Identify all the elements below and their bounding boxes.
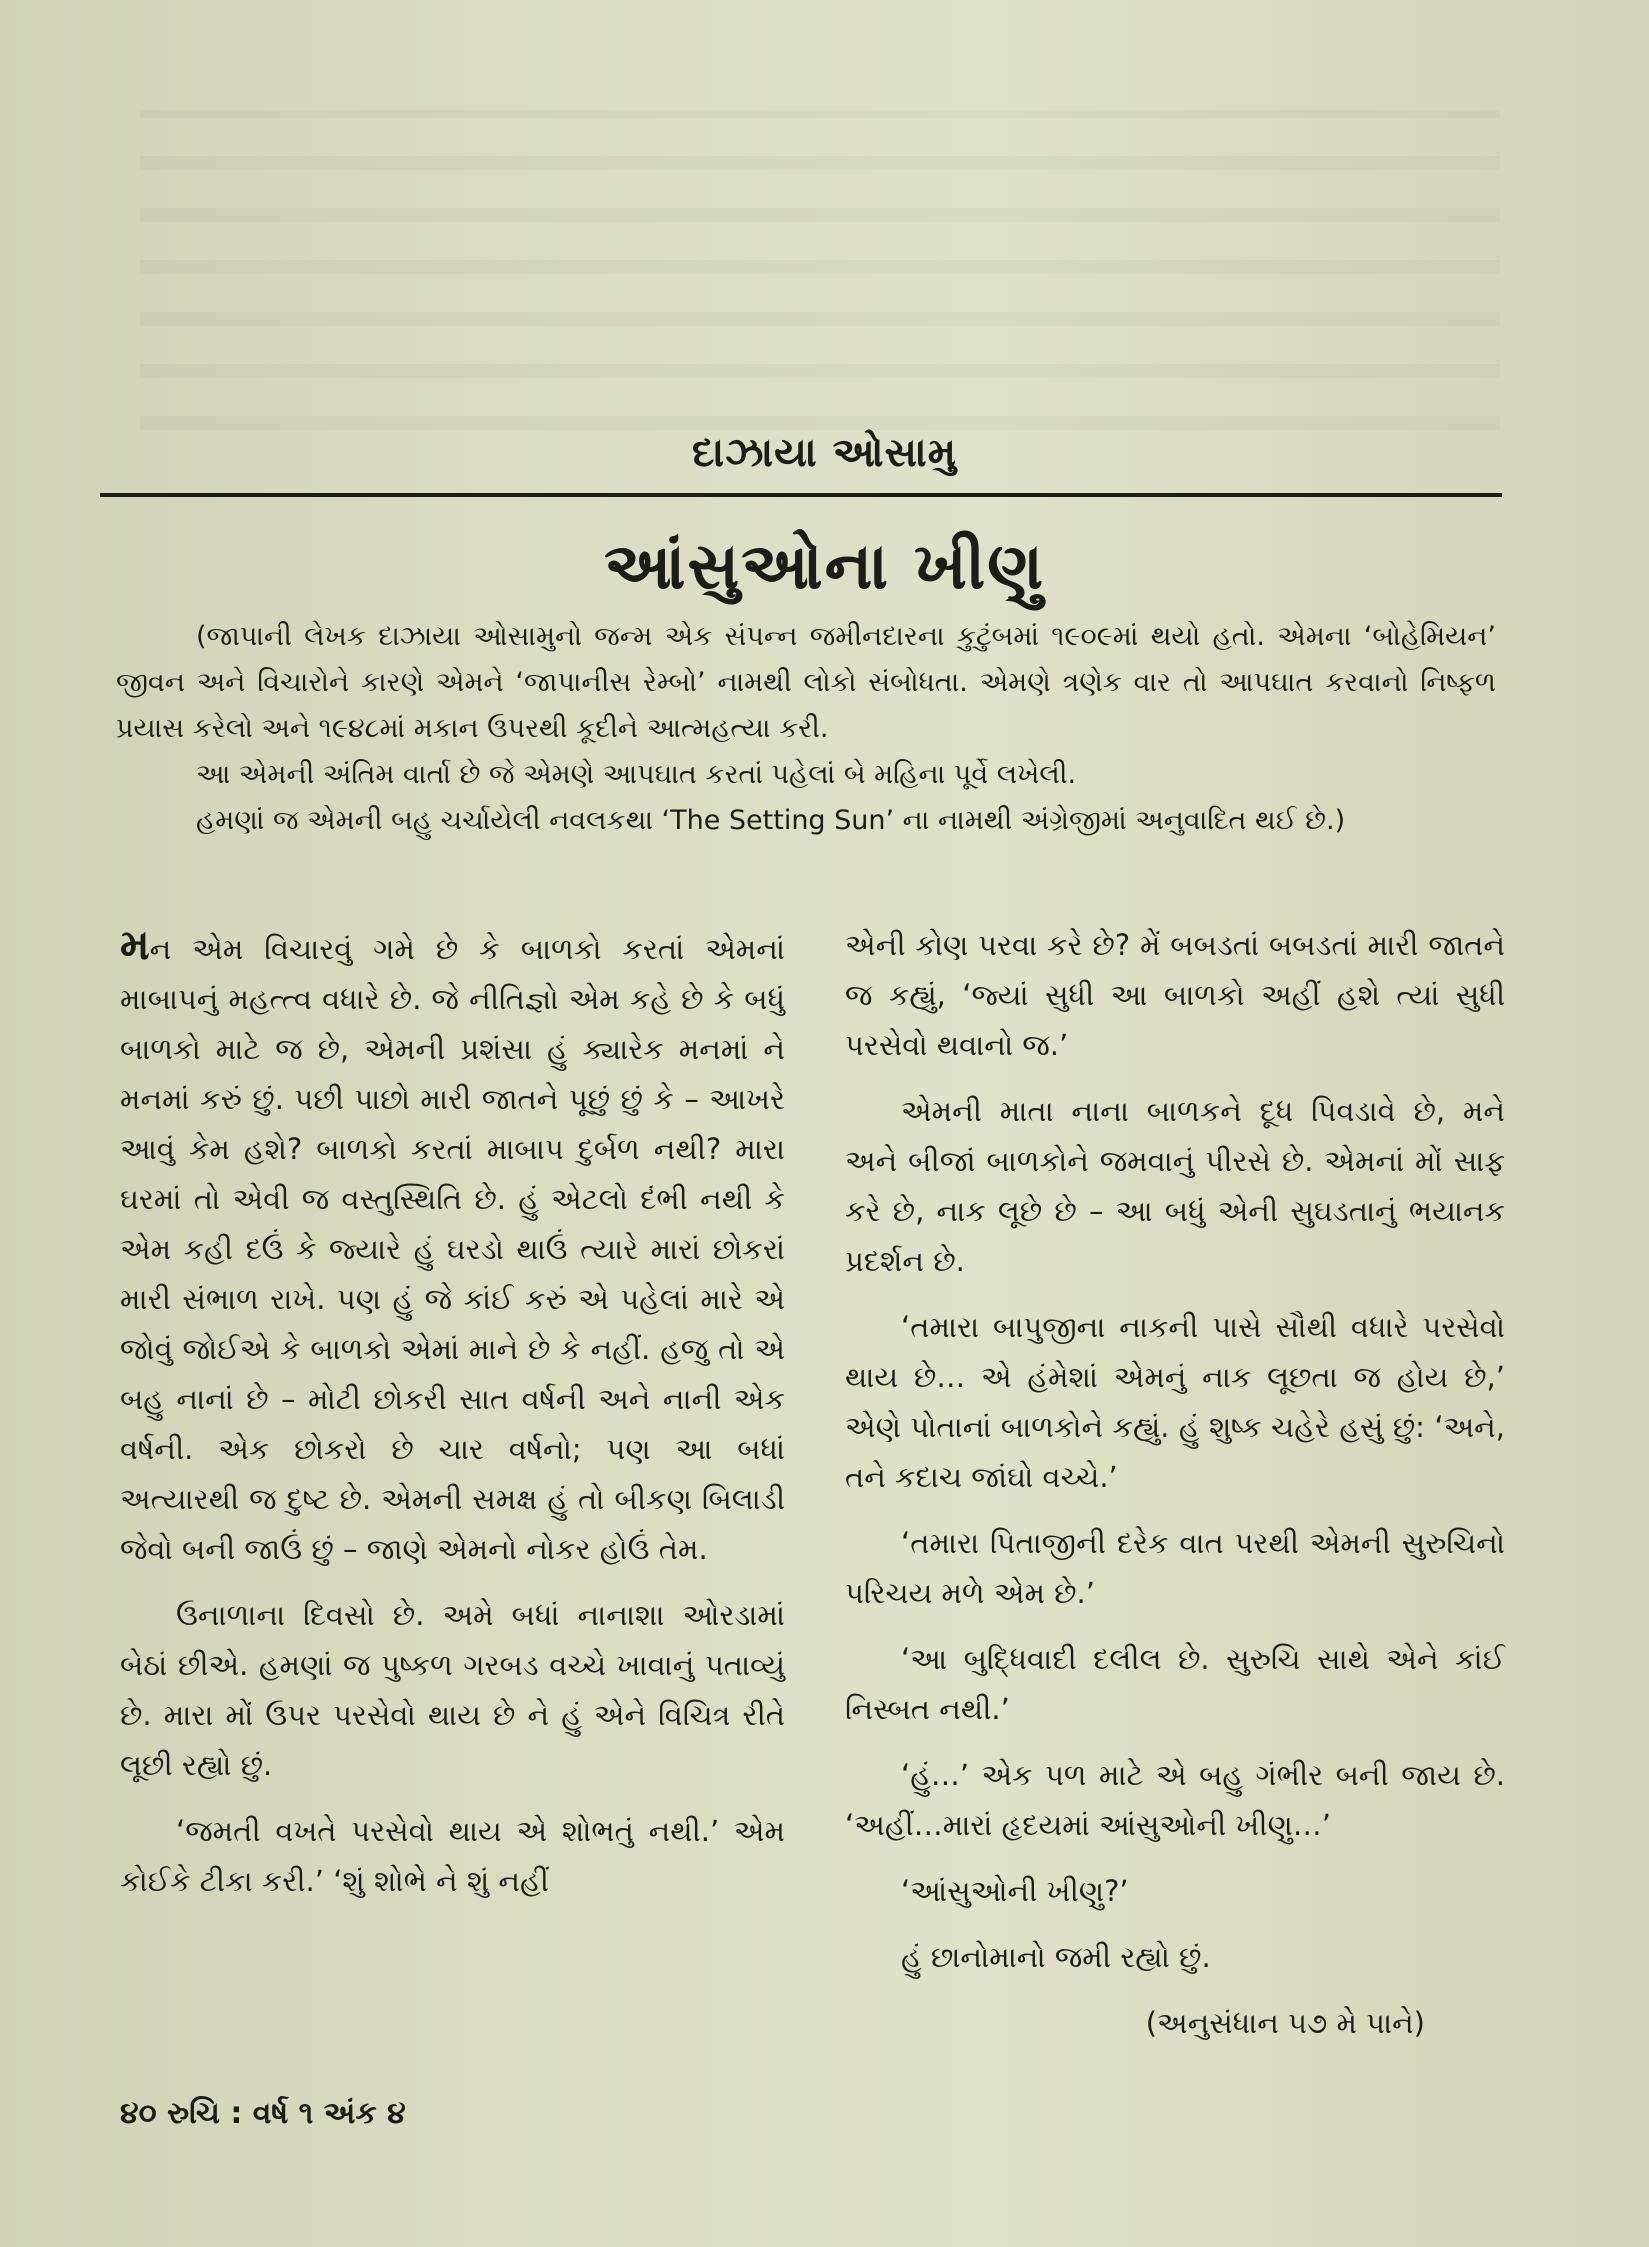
body-paragraph: ‘તમારા બાપુજીના નાકની પાસે સૌથી વધારે પરસેવો થાય છે… એ હંમેશાં એમનું નાક લૂછતા જ હોય છે,’ એણે પોતાનાં બાળકોને કહ્યું. હું શુષ્ક ચહેરે હસું છું: ‘અને, તને કદાચ જાંઘો વચ્ચે.’	[845, 1310, 1505, 1494]
intro-paragraph: (જાપાની લેખક દાઝાયા ઓસામુનો જન્મ એક સંપન્ન જમીનદારના કુટુંબમાં ૧૯૦૯માં થયો હતો. એમના ‘બોહેમિયન’ જીવન અને વિચારોને કારણે એમને ‘જાપાનીસ રેમ્બો’ નામથી લોકો સંબોધતા. એમણે ત્રણેક વાર તો આપઘાત કરવાનો નિષ્ફળ પ્રયાસ કરેલો અને ૧૯૪૮માં મકાન ઉપરથી કૂદીને આત્મહત્યા કરી.	[116, 621, 1496, 744]
continued-note: (અનુસંધાન ૫૭ મે પાને)	[1145, 2006, 1425, 2040]
paragraph-text: ન એમ વિચારવું ગમે છે કે બાળકો કરતાં એમનાં માબાપનું મહત્ત્વ વધારે છે. જે નીતિજ્ઞો એમ કહે છે કે બધું બાળકો માટે જ છે, એમની પ્રશંસા હું ક્યારેક મનમાં ને મનમાં કરું છું. પછી પાછો મારી જાતને પૂછું છું કે – આખરે આવું કેમ હશે? બાળકો કરતાં માબાપ દુર્બળ નથી? મારા ઘરમાં તો એવી જ વસ્તુસ્થિતિ છે. હું એટલો દંભી નથી કે એમ કહી દઉં કે જ્યારે હું ઘરડો થાઉં ત્યારે મારાં છોકરાં મારી સંભાળ રાખે. પણ હું જે કાંઈ કરું એ પહેલાં મારે એ જોવું જોઈએ કે બાળકો એમાં માને છે કે નહીં. હજુ તો એ બહુ નાનાં છે – મોટી છોકરી સાત વર્ષની અને નાની એક વર્ષની. એક છોકરો છે ચાર વર્ષનો; પણ આ બધાં અત્યારથી જ દુષ્ટ છે. એમની સમક્ષ હું તો બીકણ બિલાડી જેવો બની જાઉં છું – જાણે એમનો નોકર હોઉં તેમ.	[120, 932, 785, 1566]
right-column	[845, 920, 1505, 2064]
left-column	[120, 920, 785, 1922]
body-paragraph: હું છાનોમાનો જમી રહ્યો છું.	[901, 1940, 1211, 1974]
body-paragraph: ‘જમતી વખતે પરસેવો થાય એ શોભતું નથી.’ એમ કોઈકે ટીકા કરી.’ ‘શું શોભે ને શું નહીં	[120, 1814, 785, 1898]
header-rule	[100, 493, 1502, 497]
body-paragraph: ‘તમારા પિતાજીની દરેક વાત પરથી એમની સુરુચિનો પરિચય મળે એમ છે.’	[845, 1526, 1505, 1610]
intro-paragraph: હમણાં જ એમની બહુ ચર્ચાયેલી નવલકથા ‘The Setting Sun’ ના નામથી અંગ્રેજીમાં અનુવાદિત થઈ છે.)	[196, 805, 1346, 836]
intro-paragraph: આ એમની અંતિમ વાર્તા છે જે એમણે આપઘાત કરતાં પહેલાં બે મહિના પૂર્વે લખેલી.	[196, 759, 1077, 790]
body-paragraph: ઉનાળાના દિવસો છે. અમે બધાં નાનાશા ઓરડામાં બેઠાં છીએ. હમણાં જ પુષ્કળ ગરબડ વચ્ચે ખાવાનું પતાવ્યું છે. મારા મોં ઉપર પરસેવો થાય છે ને હું એને વિચિત્ર રીતે લૂછી રહ્યો છું.	[120, 1598, 785, 1782]
story-title: આંસુઓના ખીણુ	[603, 530, 1046, 604]
body-paragraph: એમની માતા નાના બાળકને દૂધ પિવડાવે છે, મને અને બીજાં બાળકોને જમવાનું પીરસે છે. એમનાં મોં સાફ કરે છે, નાક લૂછે છે – આ બધું એની સુઘડતાનું ભયાનક પ્રદર્શન છે.	[845, 1094, 1505, 1278]
body-paragraph: ‘આ બુદ્ધિવાદી દલીલ છે. સુરુચિ સાથે એને કાંઈ નિસ્બત નથી.’	[845, 1642, 1505, 1726]
page-footer: ૪૦ રુચિ : વર્ષ ૧ અંક ૪	[120, 2096, 406, 2131]
author-name: દાઝાયા ઓસામુ	[692, 430, 957, 476]
bleed-through-text	[140, 110, 1500, 430]
body-paragraph	[120, 920, 785, 1574]
body-paragraph: ‘હું…’ એક પળ માટે એ બહુ ગંભીર બની જાય છે. ‘અહીં…મારાં હૃદયમાં આંસુઓની ખીણુ…’	[845, 1758, 1505, 1842]
body-paragraph: એની કોણ પરવા કરે છે? મેં બબડતાં બબડતાં મારી જાતને જ કહ્યું, ‘જ્યાં સુધી આ બાળકો અહીં હશે ત્યાં સુધી પરસેવો થવાનો જ.’	[845, 928, 1505, 1062]
body-paragraph: ‘આંસુઓની ખીણુ?’	[901, 1874, 1129, 1908]
author-intro	[116, 614, 1496, 844]
drop-cap: મ	[120, 920, 150, 969]
